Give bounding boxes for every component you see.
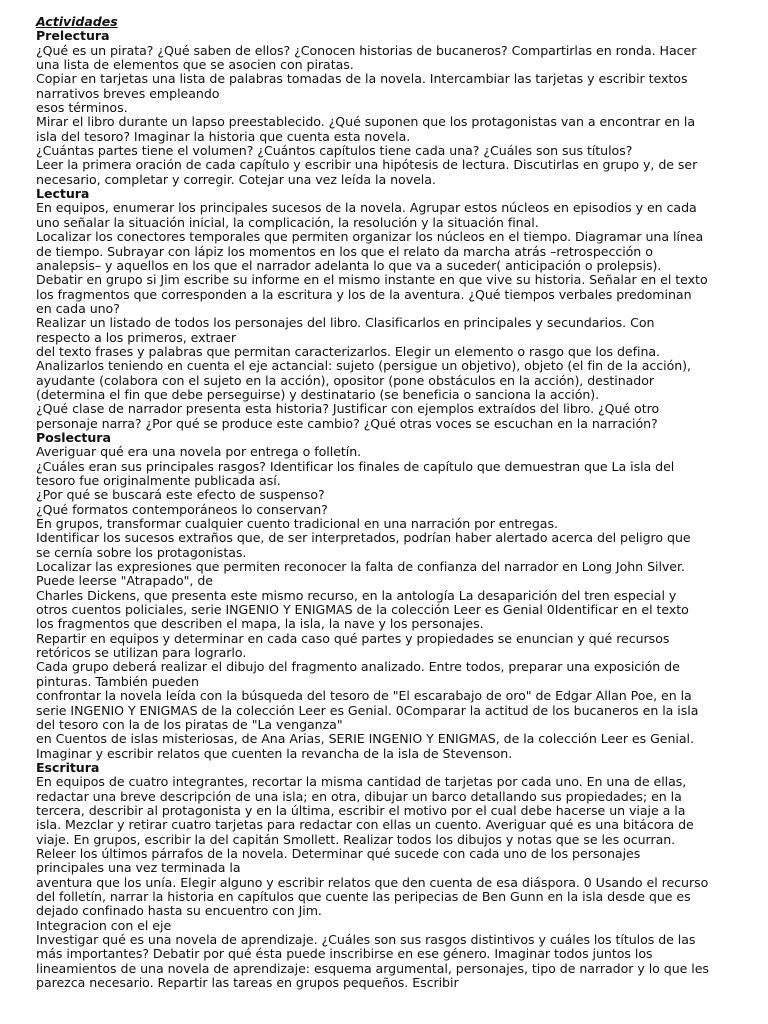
text-line: Charles Dickens, que presenta este mismo recurso, en la antología La desaparición del tren especial y: [36, 587, 677, 603]
text-line: isla. Mezclar y retirar cuatro tarjetas para redactar con ellas un cuento. Averiguar qué es una bitácora de: [36, 817, 694, 833]
text-line: parezca necesario. Repartir las tareas en grupos pequeños. Escribir: [36, 975, 459, 991]
text-line: los fragmentos que corresponden a la escritura y los de la aventura. ¿Qué tiempos verbales predominan: [36, 286, 692, 302]
text-line: una lista de elementos que se asocien con piratas.: [36, 57, 354, 73]
text-line: Repartir en equipos y determinar en cada caso qué partes y propiedades se enuncian y qué recursos: [36, 630, 670, 646]
text-line: ¿Cuántas partes tiene el volumen? ¿Cuántos capítulos tiene cada una? ¿Cuáles son sus títulos?: [36, 143, 633, 159]
text-line: más importantes? Debatir por qué ésta puede inscribirse en ese género. Imaginar todos juntos los: [36, 946, 653, 962]
section-heading: Lectura: [36, 186, 90, 202]
text-line: ayudante (colabora con el sujeto en la acción), opositor (pone obstáculos en la acción), destinador: [36, 372, 655, 388]
text-line: se cernía sobre los protagonistas.: [36, 544, 247, 560]
text-line: Cada grupo deberá realizar el dibujo del fragmento analizado. Entre todos, preparar una exposición de: [36, 659, 680, 675]
section-heading: Poslectura: [36, 429, 111, 445]
text-line: (determina el fin que debe perseguirse) y destinatario (se beneficia o sanciona la acción).: [36, 386, 600, 402]
document-title: Actividades: [36, 14, 118, 29]
text-line: uno señalar la situación inicial, la complicación, la resolución y la situación final.: [36, 214, 539, 230]
text-line: redactar una breve descripción de una isla; en otra, dibujar un barco detallando sus propiedades; en la: [36, 788, 682, 804]
text-line: aventura que los unía. Elegir alguno y escribir relatos que den cuenta de esa diáspora. 0 Usando el recurso: [36, 874, 709, 890]
text-line: tercera, describir al protagonista y en la última, escribir el motivo por el cual debe hacerse un viaje a la: [36, 802, 686, 818]
text-line: viaje. En grupos, escribir la del capitán Smollett. Realizar todos los dibujos y notas que se les ocurran.: [36, 831, 676, 847]
text-line: Debatir en grupo si Jim escribe su informe en el mismo instante en que vive su historia. Señalar en el texto: [36, 272, 708, 288]
text-line: lineamientos de una novela de aprendizaje: esquema argumental, personajes, tipo de narrador y lo que les: [36, 960, 709, 976]
text-line: Localizar los conectores temporales que permiten organizar los núcleos en el tiempo. Diagramar una línea: [36, 229, 704, 245]
text-line: analepsis– y aquellos en los que el narrador adelanta lo que va a suceder( anticipación o prolepsis).: [36, 257, 662, 273]
text-line: En equipos, enumerar los principales sucesos de la novela. Agrupar estos núcleos en episodios y en cada: [36, 200, 697, 216]
text-line: En grupos, transformar cualquier cuento tradicional en una narración por entregas.: [36, 516, 558, 532]
section-heading: Prelectura: [36, 28, 110, 44]
text-line: Releer los últimos párrafos de la novela. Determinar qué sucede con cada uno de los personajes: [36, 845, 641, 861]
text-line: Integracion con el eje: [36, 917, 172, 933]
text-line: Realizar un listado de todos los personajes del libro. Clasificarlos en principales y secundarios. Con: [36, 315, 655, 331]
text-line: Localizar las expresiones que permiten reconocer la falta de confianza del narrador en Long John Silver.: [36, 559, 685, 575]
text-line: pinturas. También pueden: [36, 673, 199, 689]
text-line: del tesoro con la de los piratas de "La venganza": [36, 716, 343, 732]
text-line: de tiempo. Subrayar con lápiz los momentos en los que el relato da marcha atrás –retrospección o: [36, 243, 653, 259]
text-line: en cada uno?: [36, 300, 120, 316]
text-line: En equipos de cuatro integrantes, recortar la misma cantidad de tarjetas por cada uno. En una de ellas,: [36, 774, 687, 790]
text-line: Copiar en tarjetas una lista de palabras tomadas de la novela. Intercambiar las tarjetas y escribir textos: [36, 71, 688, 87]
text-line: respecto a los primeros, extraer: [36, 329, 237, 345]
text-line: Leer la primera oración de cada capítulo y escribir una hipótesis de lectura. Discutirlas en grupo y, de ser: [36, 157, 698, 173]
text-line: ¿Cuáles eran sus principales rasgos? Identificar los finales de capítulo que demuestran que La isla del: [36, 458, 675, 474]
section-heading: Escritura: [36, 759, 100, 775]
text-line: necesario, completar y corregir. Cotejar una vez leída la novela.: [36, 171, 436, 187]
text-line: ¿Por qué se buscará este efecto de suspenso?: [36, 487, 325, 503]
text-line: narrativos breves empleando: [36, 85, 220, 101]
text-line: confrontar la novela leída con la búsqueda del tesoro de "El escarabajo de oro" de Edgar Allan Poe, en la: [36, 688, 692, 704]
text-line: Analizarlos teniendo en cuenta el eje actancial: sujeto (persigue un objetivo), objeto (el fin de la acción),: [36, 358, 691, 374]
text-line: ¿Qué es un pirata? ¿Qué saben de ellos? ¿Conocen historias de bucaneros? Compartirlas en ronda. Hacer: [36, 42, 697, 58]
text-line: retóricos se utilizan para lograrlo.: [36, 645, 247, 661]
text-line: Averiguar qué era una novela por entrega o folletín.: [36, 444, 362, 460]
text-line: ¿Qué formatos contemporáneos lo conservan?: [36, 501, 328, 517]
text-line: personaje narra? ¿Por qué se produce este cambio? ¿Qué otras voces se escuchan en la narración?: [36, 415, 658, 431]
text-line: los fragmentos que describen el mapa, la isla, la nave y los personajes.: [36, 616, 484, 632]
text-line: Mirar el libro durante un lapso preestablecido. ¿Qué suponen que los protagonistas van a encontrar en la: [36, 114, 696, 130]
text-line: serie INGENIO Y ENIGMAS de la colección Leer es Genial. 0Comparar la actitud de los bucaneros en la isla: [36, 702, 699, 718]
text-line: del folletín, narrar la historia en capítulos que cuente las peripecias de Ben Gunn en la isla desde que es: [36, 888, 691, 904]
text-line: Identificar los sucesos extraños que, de ser interpretados, podrían haber alertado acerca del peligro que: [36, 530, 691, 546]
text-line: isla del tesoro? Imaginar la historia que cuenta esta novela.: [36, 128, 411, 144]
text-line: principales una vez terminada la: [36, 860, 241, 876]
text-line: ¿Qué clase de narrador presenta esta historia? Justificar con ejemplos extraídos del libro. ¿Qué otro: [36, 401, 660, 417]
text-line: del texto frases y palabras que permitan caracterizarlos. Elegir un elemento o rasgo que los defina.: [36, 343, 661, 359]
text-line: en Cuentos de islas misteriosas, de Ana Arias, SERIE INGENIO Y ENIGMAS, de la colección Leer es Genial.: [36, 731, 694, 747]
text-line: esos términos.: [36, 100, 128, 116]
text-line: Investigar qué es una novela de aprendizaje. ¿Cuáles son sus rasgos distintivos y cuáles los títulos de las: [36, 932, 696, 947]
text-line: otros cuentos policiales, serie INGENIO Y ENIGMAS de la colección Leer es Genial 0Identificar en el texto: [36, 602, 689, 618]
text-line: dejado confinado hasta su encuentro con Jim.: [36, 903, 322, 919]
text-line: Imaginar y escribir relatos que cuenten la revancha de la isla de Stevenson.: [36, 745, 513, 761]
text-line: Puede leerse "Atrapado", de: [36, 573, 213, 589]
text-line: tesoro fue originalmente publicada así.: [36, 473, 281, 488]
document-body: [36, 15, 724, 990]
